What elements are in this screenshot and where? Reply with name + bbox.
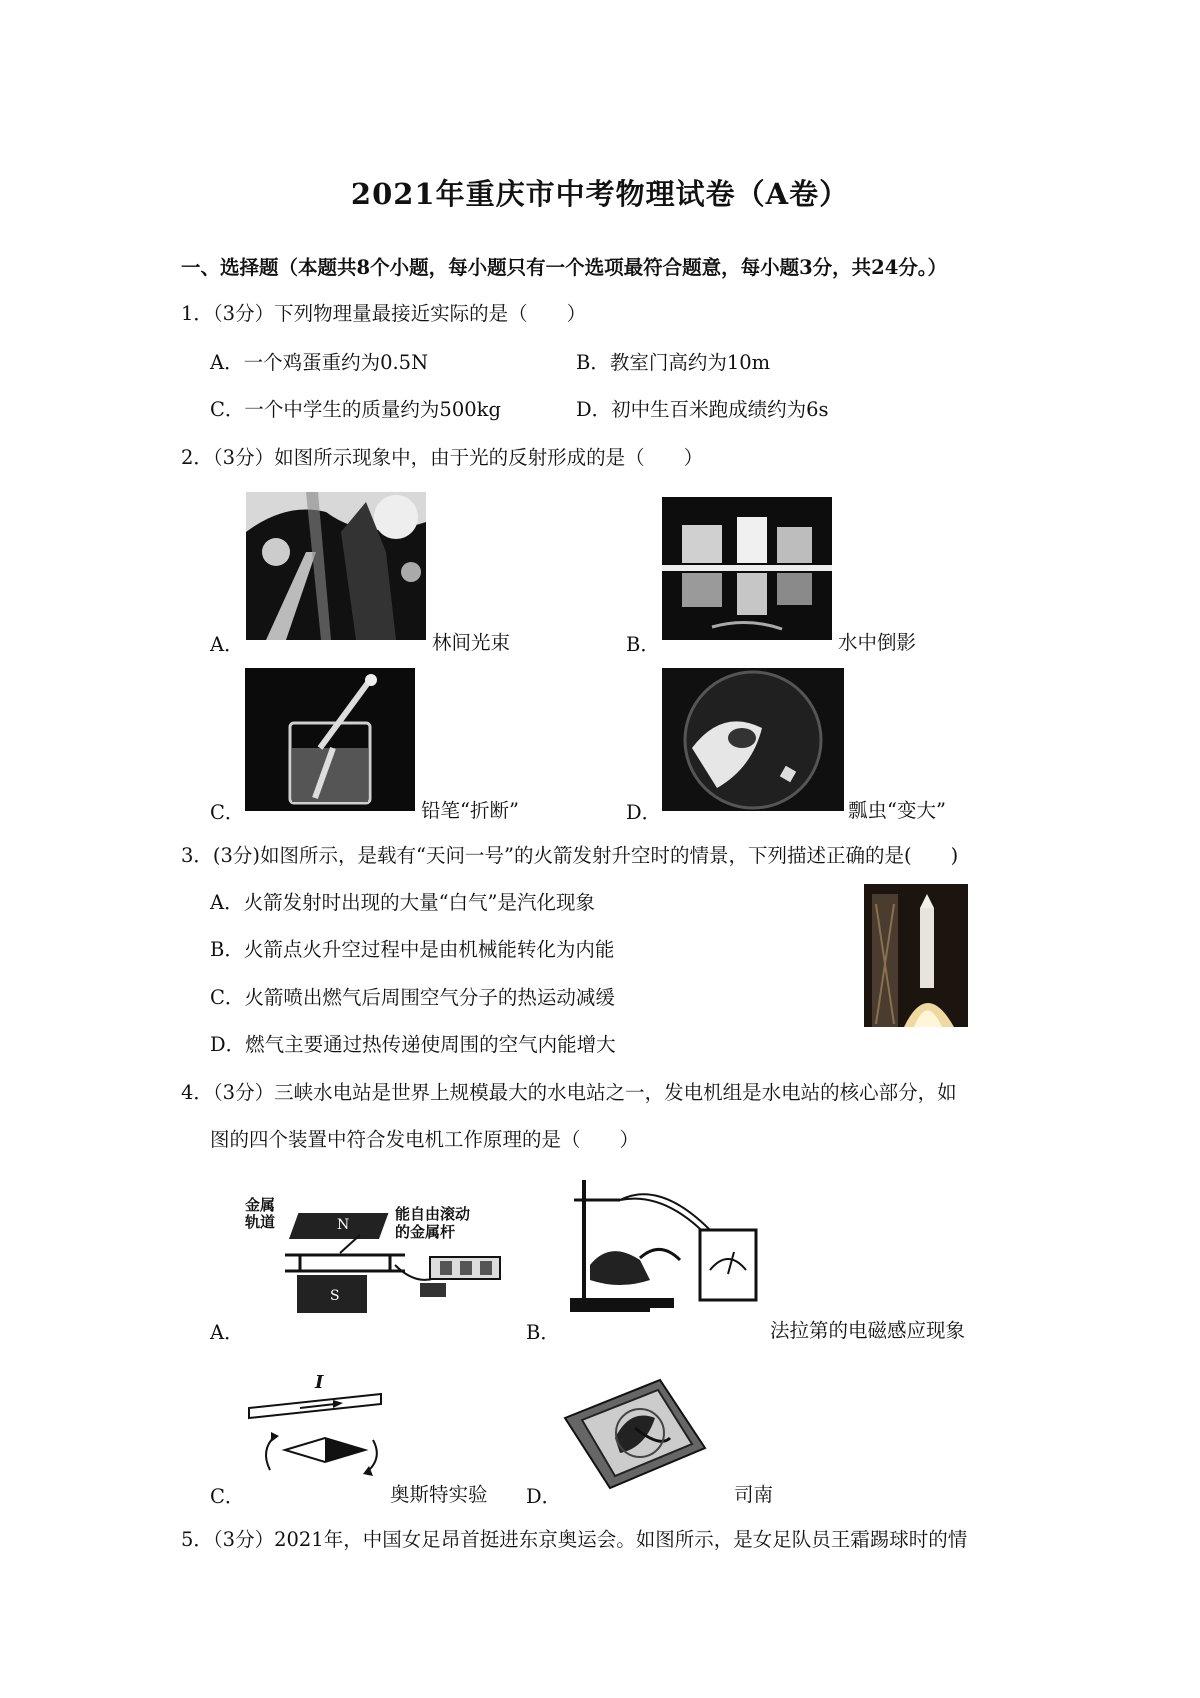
q2-stem: 2．（3分）如图所示现象中，由于光的反射形成的是（ ） xyxy=(181,446,704,469)
metal-rail-label: 金属 轨道 xyxy=(245,1196,276,1231)
q2-c-letter: C． xyxy=(210,801,245,824)
q4-d-caption: 司南 xyxy=(734,1483,774,1506)
forest-light-photo xyxy=(246,492,426,640)
q1-option-c: C．一个中学生的质量约为500kg xyxy=(210,398,501,421)
q4-stem-line1: 4．（3分）三峡水电站是世界上规模最大的水电站之一，发电机组是水电站的核心部分，如 xyxy=(181,1081,957,1104)
sinan-compass-figure xyxy=(560,1378,710,1490)
page-title: 2021年重庆市中考物理试卷（A卷） xyxy=(350,177,850,211)
current-i-label: I xyxy=(315,1372,324,1393)
ladybug-magnifier-photo xyxy=(662,668,844,811)
q4-c-caption: 奥斯特实验 xyxy=(390,1483,488,1506)
section-heading: 一、选择题（本题共8个小题，每小题只有一个选项最符合题意，每小题3分，共24分。） xyxy=(181,256,948,279)
q3-option-a: A．火箭发射时出现的大量“白气”是汽化现象 xyxy=(210,891,596,914)
q2-b-letter: B． xyxy=(626,633,660,656)
water-reflection-photo xyxy=(662,497,832,640)
oersted-experiment-figure xyxy=(245,1370,385,1480)
q3-option-d: D．燃气主要通过热传递使周围的空气内能增大 xyxy=(210,1033,616,1056)
q2-d-letter: D． xyxy=(626,801,662,824)
faraday-induction-figure xyxy=(560,1170,760,1325)
q3-option-c: C．火箭喷出燃气后周围空气分子的热运动减缓 xyxy=(210,986,615,1009)
q4-b-letter: B． xyxy=(526,1321,560,1344)
q1-option-b: B．教室门高约为10m xyxy=(576,351,771,374)
q4-a-letter: A． xyxy=(210,1321,244,1344)
q3-option-b: B．火箭点火升空过程中是由机械能转化为内能 xyxy=(210,938,615,961)
q2-b-caption: 水中倒影 xyxy=(838,631,917,654)
pencil-in-glass-photo xyxy=(245,668,415,811)
q4-stem-line2: 图的四个装置中符合发电机工作原理的是（ ） xyxy=(210,1128,640,1151)
north-pole-label: N xyxy=(337,1217,350,1233)
q4-c-letter: C． xyxy=(210,1485,245,1508)
q1-option-a: A．一个鸡蛋重约为0.5N xyxy=(210,351,429,374)
q1-option-d: D．初中生百米跑成绩约为6s xyxy=(576,398,829,421)
metal-rod-label: 能自由滚动 的金属杆 xyxy=(395,1205,471,1241)
metal-rail-experiment-figure xyxy=(245,1195,515,1325)
q2-a-caption: 林间光束 xyxy=(432,631,511,654)
q5-stem: 5．（3分）2021年，中国女足昂首挺进东京奥运会。如图所示，是女足队员王霜踢球时的情 xyxy=(181,1528,968,1551)
q1-stem: 1．（3分）下列物理量最接近实际的是（ ） xyxy=(181,302,587,325)
south-pole-label: S xyxy=(330,1288,340,1304)
q4-d-letter: D． xyxy=(526,1485,562,1508)
q2-a-letter: A． xyxy=(210,633,244,656)
q4-b-caption: 法拉第的电磁感应现象 xyxy=(770,1319,966,1342)
rocket-launch-photo xyxy=(864,884,968,1027)
q2-d-caption: 瓢虫“变大” xyxy=(848,799,946,822)
q2-c-caption: 铅笔“折断” xyxy=(421,799,519,822)
q3-stem: 3．(3分)如图所示，是载有“天问一号”的火箭发射升空时的情景，下列描述正确的是( ) xyxy=(181,844,959,867)
